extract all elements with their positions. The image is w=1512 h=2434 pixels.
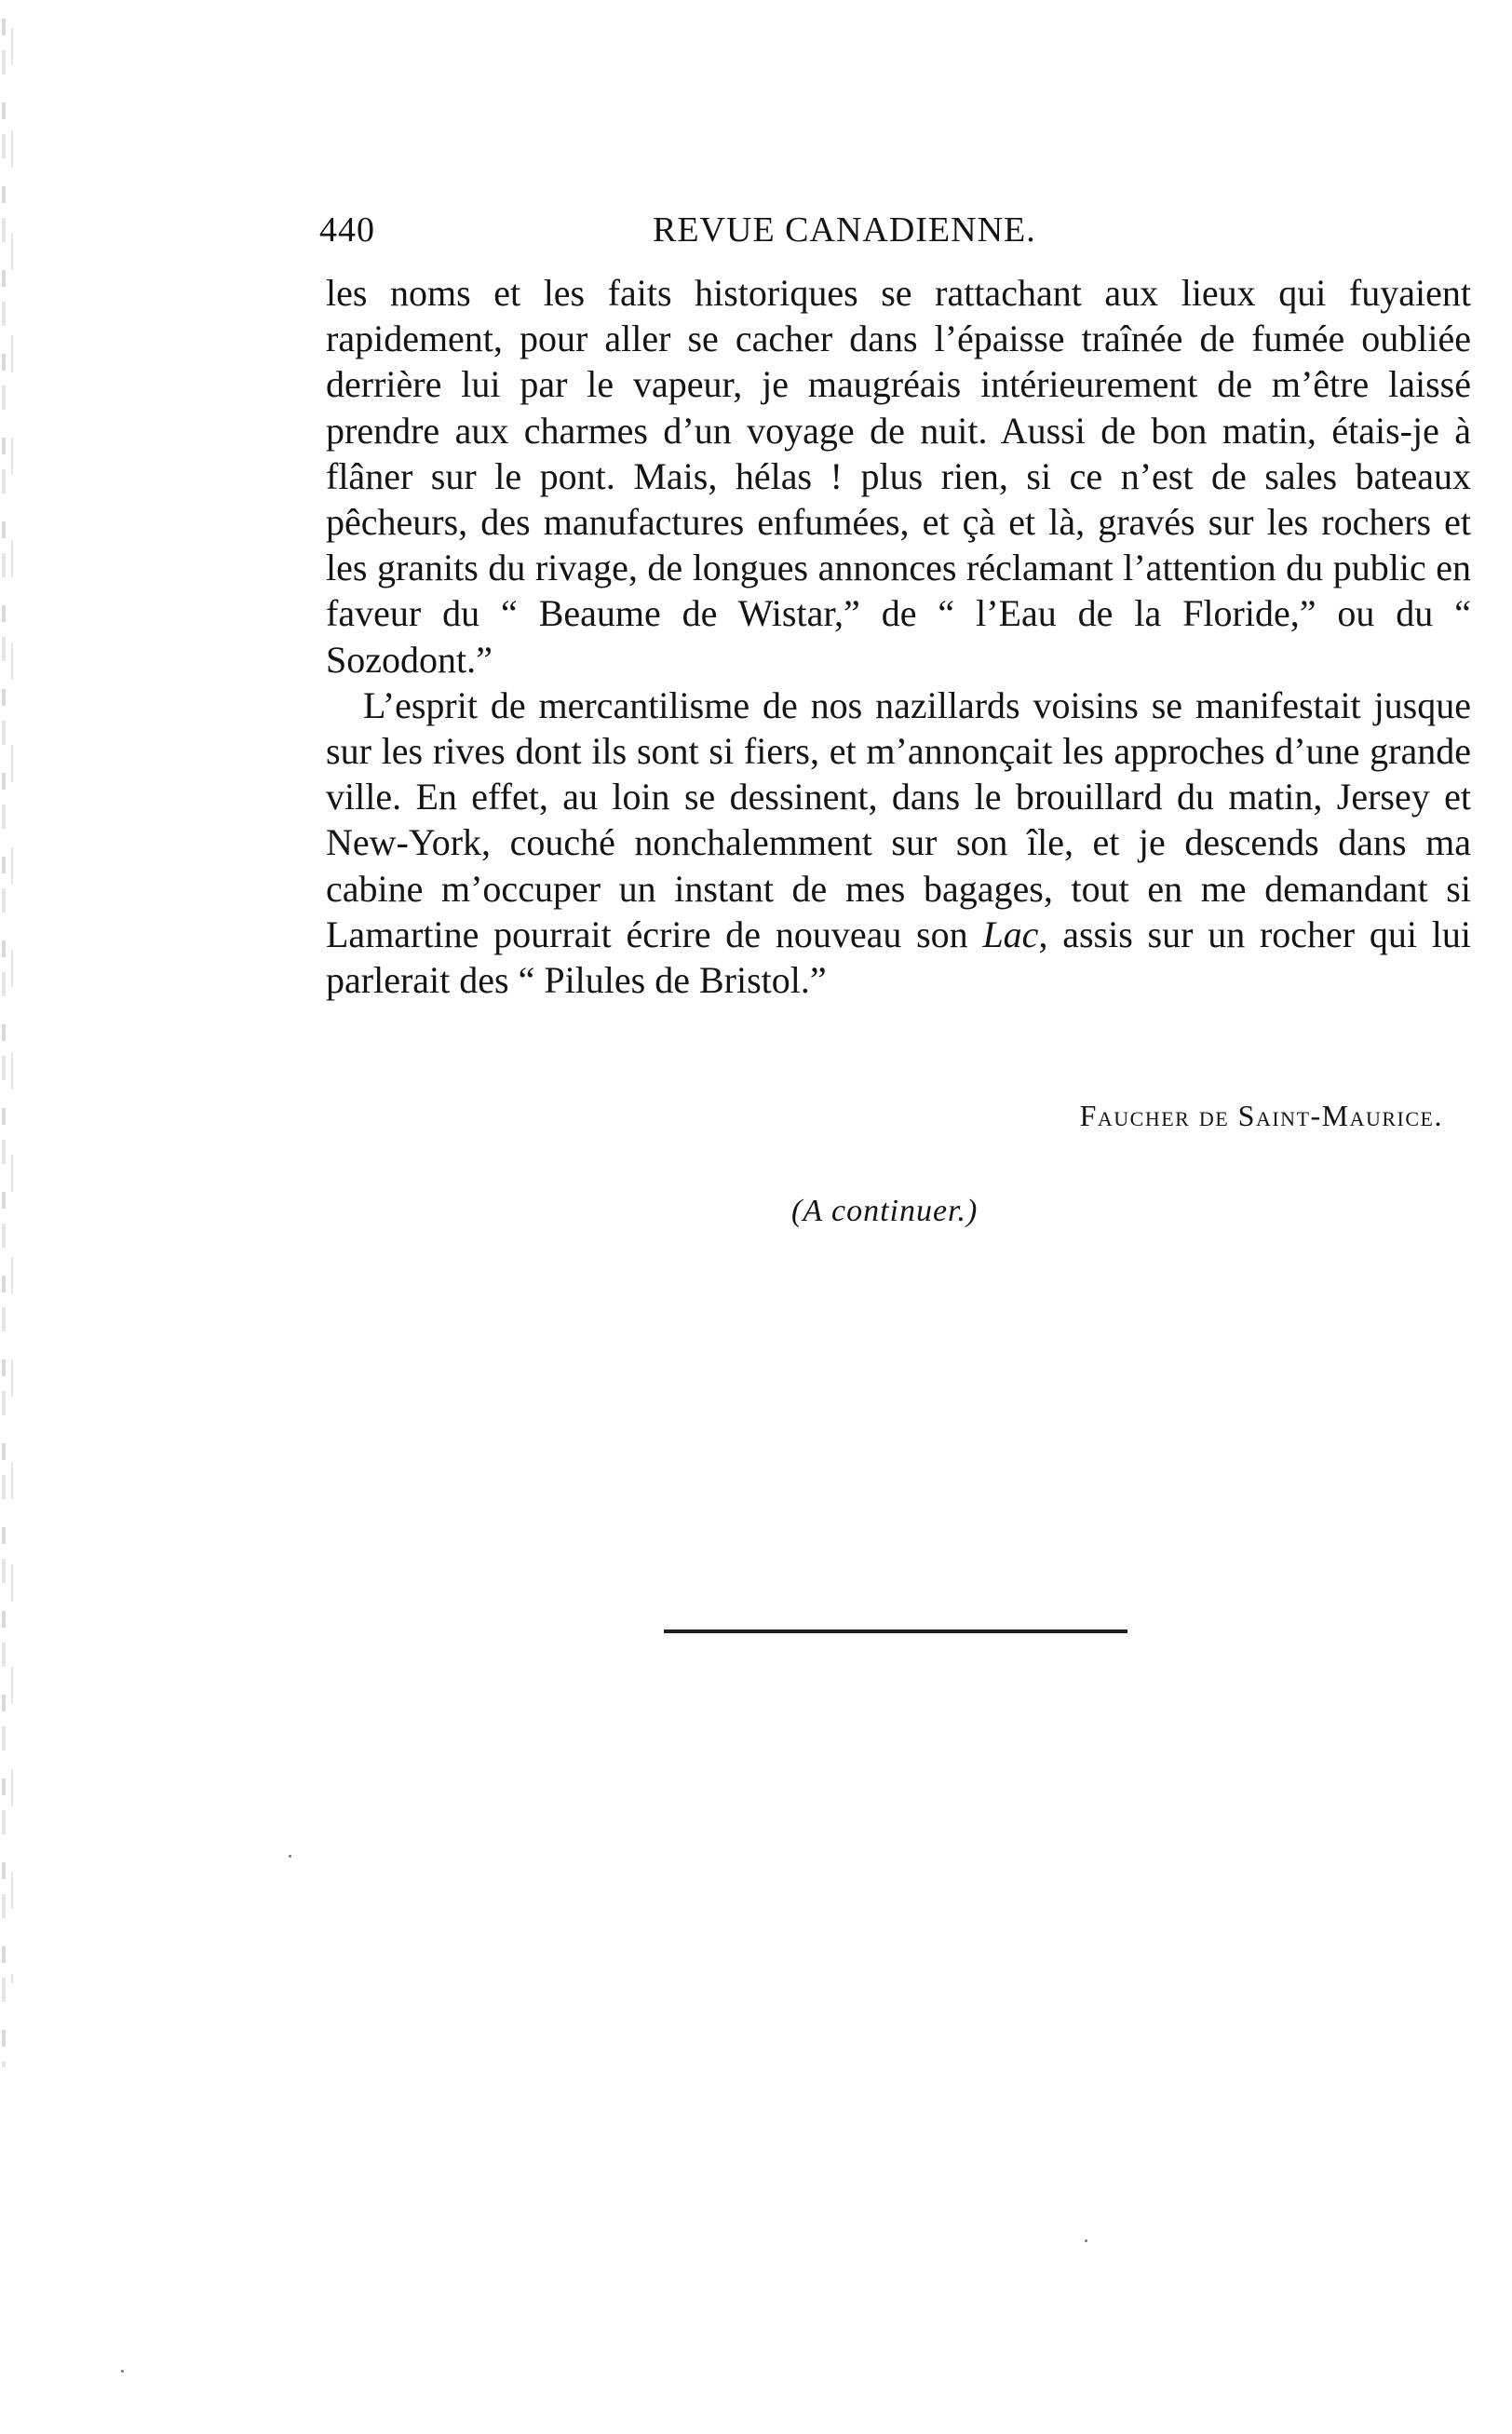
scan-speck: [289, 1855, 291, 1858]
paragraph-2-part-2: , assis sur un rocher qui lui parlerait des “ Pilules de Bristol.”: [326, 913, 1471, 1002]
scan-edge-artifact-secondary: [11, 28, 13, 1983]
scan-edge-artifact: [2, 19, 6, 2067]
journal-title: REVUE CANADIENNE.: [653, 210, 1036, 250]
section-rule: [664, 1629, 1127, 1633]
continued-note: (A continuer.): [791, 1194, 979, 1228]
paragraph-2: [326, 683, 1471, 1003]
paragraph-2-part-1: L’esprit de mercantilisme de nos nazillards voisins se manifestait jusque sur les rives dont ils sont si fiers, et m’annonçait les approches d’une grande ville. En effet, au loin se dessinent, dans le brouillard du matin, Jersey et New-York, couché nonchalemment sur son île, et je descends dans ma cabine m’occuper un instant de mes bagages, tout en me demandant si Lamartine pourrait écrire de nouveau son: [326, 683, 1471, 955]
running-head: [319, 200, 1427, 256]
scan-speck: [121, 2370, 124, 2373]
page-number: 440: [319, 210, 375, 250]
body-text: [326, 270, 1471, 1003]
author-signature: Faucher de Saint-Maurice.: [1079, 1099, 1443, 1132]
paragraph-1: les noms et les faits historiques se rattachant aux lieux qui fuyaient rapidement, pour aller se cacher dans l’épaisse traînée de fumée oubliée derrière lui par le vapeur, je maugréais intérieurement de m’être laissé prendre aux charmes d’un voyage de nuit. Aussi de bon matin, étais-je à flâner sur le pont. Mais, hélas ! plus rien, si ce n’est de sales bateaux pêcheurs, des manufactures enfumées, et çà et là, gravés sur les rochers et les granits du rivage, de longues annonces réclamant l’attention du public en faveur du “ Beaume de Wistar,” de “ l’Eau de la Floride,” ou du “ Sozodont.”: [326, 272, 1471, 681]
lac-title: Lac: [982, 913, 1039, 955]
scan-speck: [1085, 2239, 1087, 2242]
